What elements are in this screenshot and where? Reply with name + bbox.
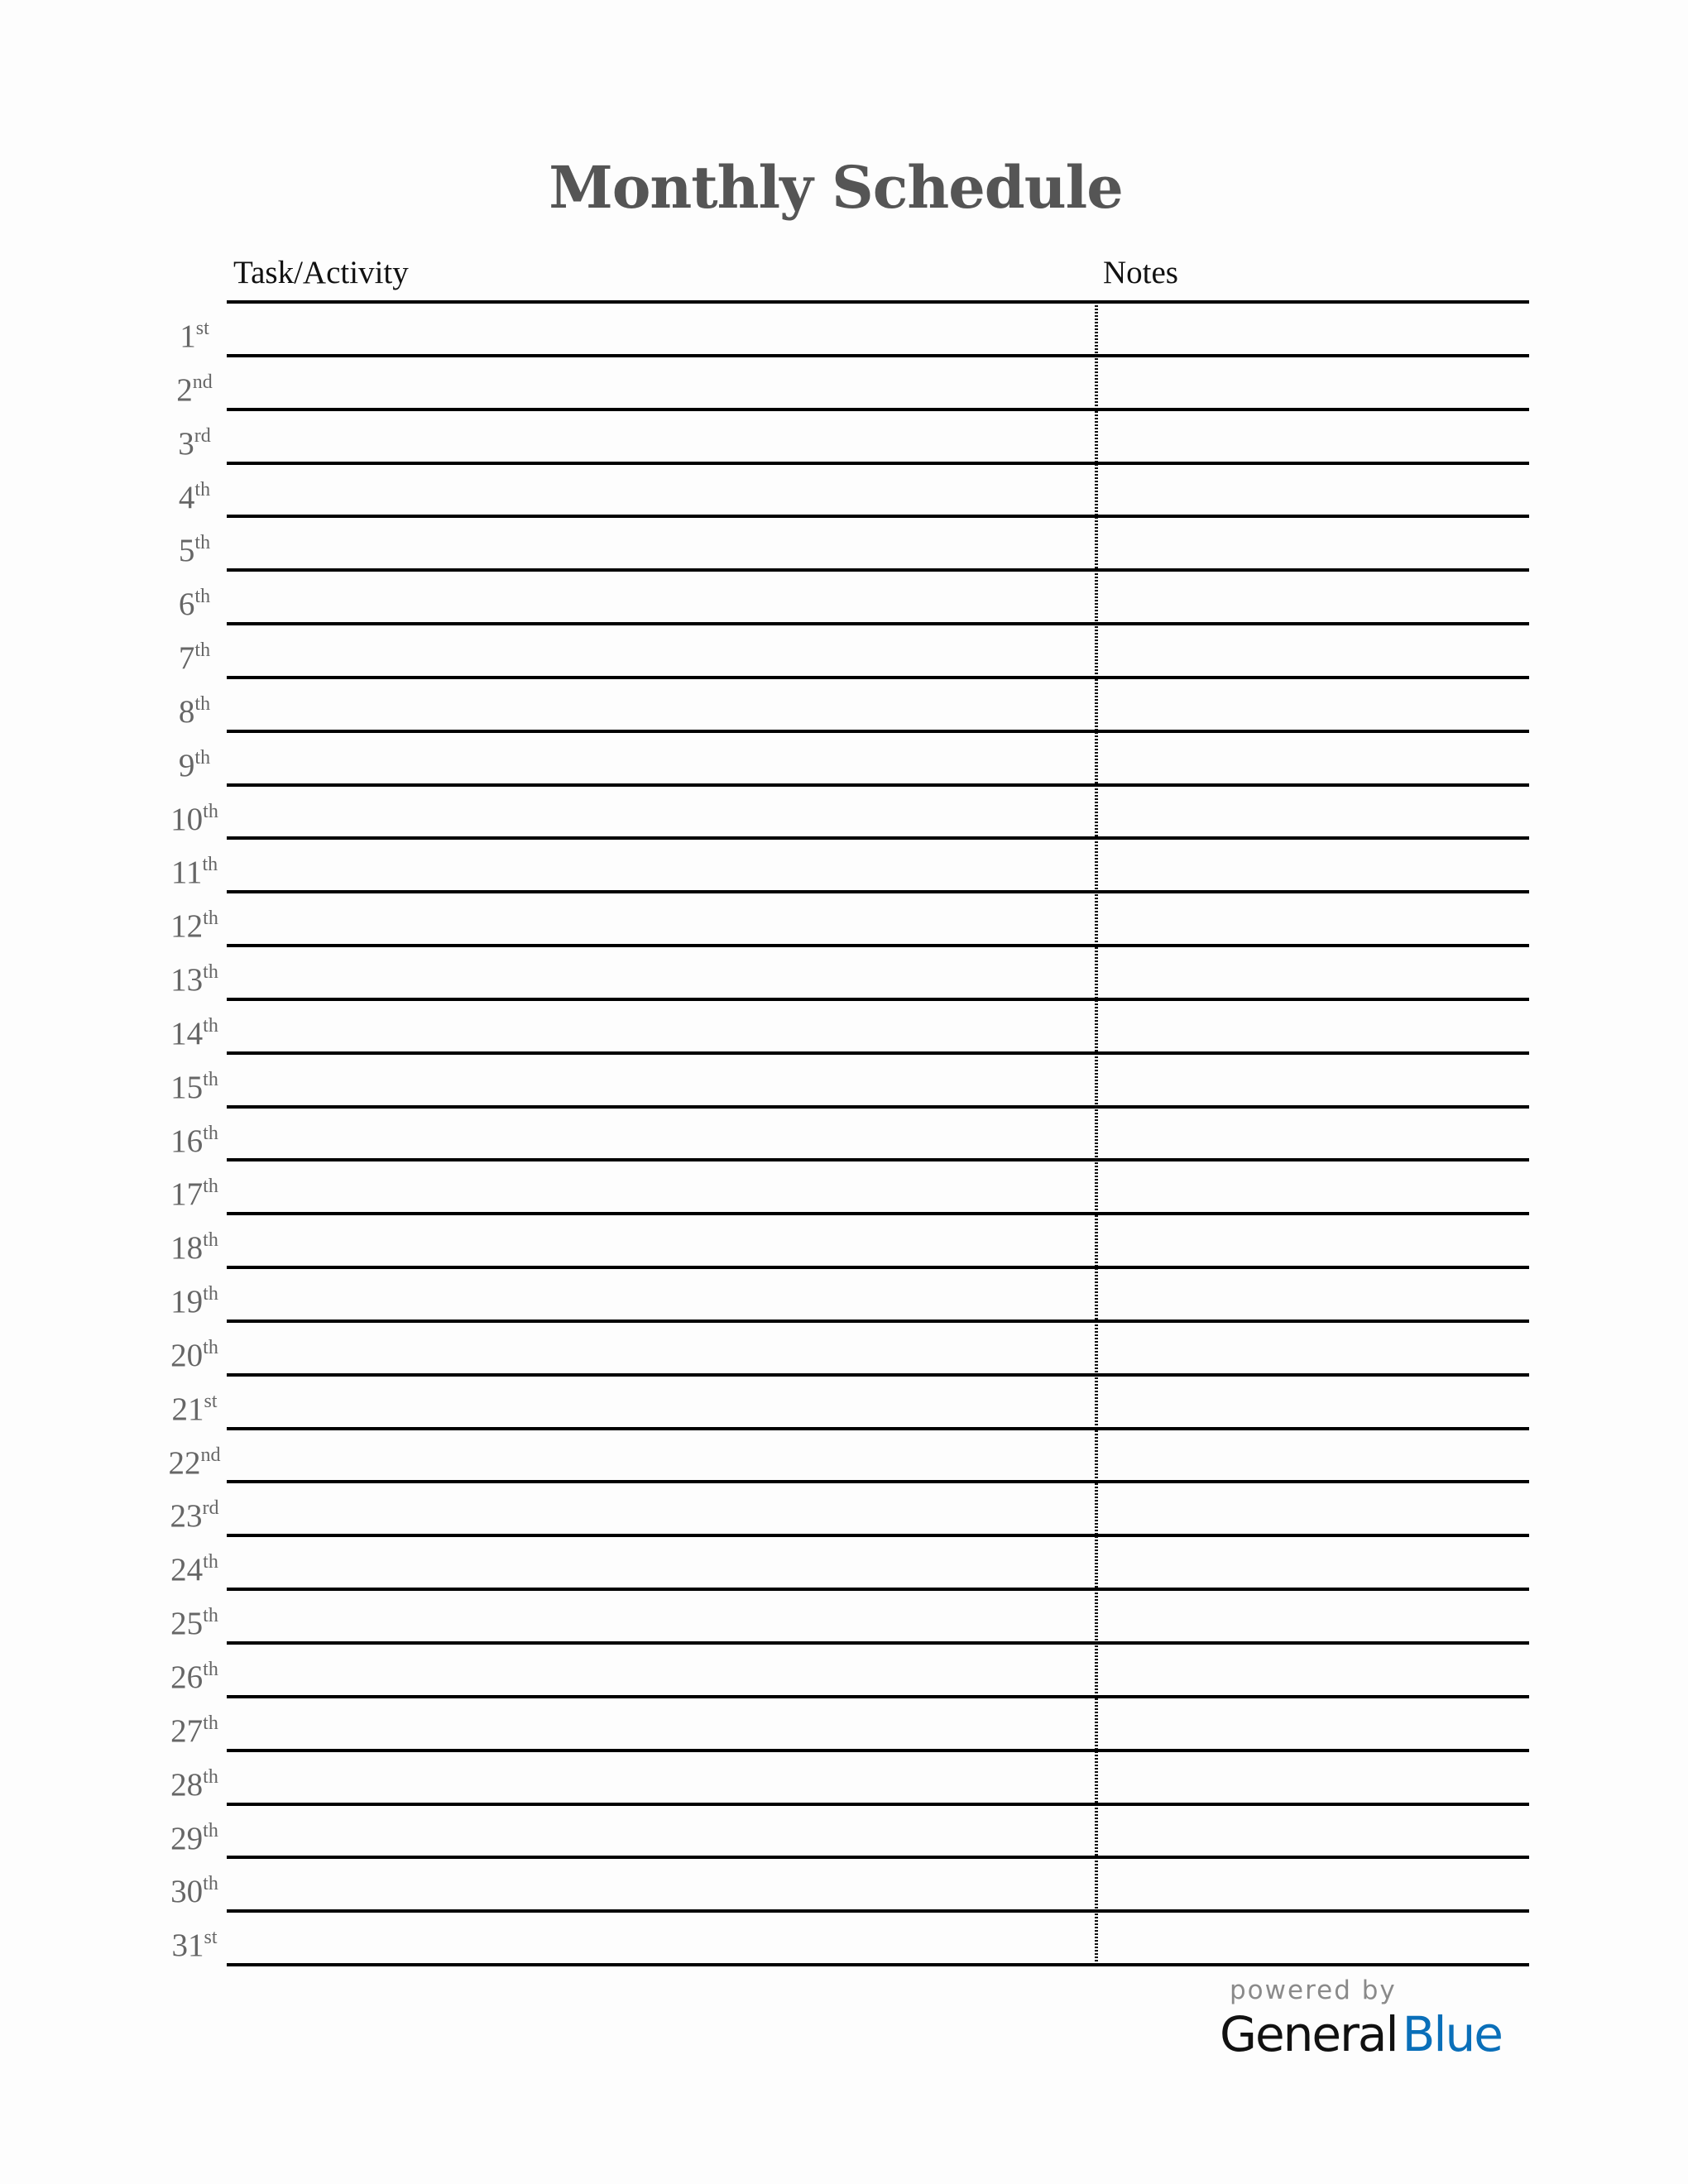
day-suffix: th <box>194 586 211 608</box>
day-suffix: th <box>203 1068 218 1090</box>
day-suffix: th <box>202 854 218 876</box>
schedule-row <box>227 1373 1529 1427</box>
day-suffix: th <box>203 800 218 822</box>
task-cell[interactable] <box>227 840 1095 889</box>
schedule-row <box>227 462 1529 515</box>
day-suffix: th <box>203 1122 218 1144</box>
notes-cell[interactable] <box>1098 1806 1529 1856</box>
notes-cell[interactable] <box>1098 625 1529 675</box>
day-number: 22 <box>168 1444 201 1481</box>
notes-cell[interactable] <box>1098 733 1529 783</box>
schedule-row <box>227 1480 1529 1534</box>
task-cell[interactable] <box>227 625 1095 675</box>
schedule-row <box>227 1105 1529 1159</box>
task-cell[interactable] <box>227 787 1095 836</box>
task-cell[interactable] <box>227 1323 1095 1372</box>
schedule-row <box>227 354 1529 408</box>
schedule-row <box>227 515 1529 568</box>
notes-cell[interactable] <box>1098 1055 1529 1104</box>
task-cell[interactable] <box>227 1109 1095 1158</box>
column-header-task: Task/Activity <box>233 255 409 290</box>
schedule-row <box>227 300 1529 354</box>
task-cell[interactable] <box>227 304 1095 353</box>
notes-cell[interactable] <box>1098 465 1529 515</box>
day-number: 9 <box>178 747 195 783</box>
day-suffix: st <box>195 318 209 339</box>
day-number: 6 <box>178 587 195 623</box>
day-suffix: rd <box>202 1497 219 1520</box>
notes-cell[interactable] <box>1098 518 1529 568</box>
day-suffix: th <box>203 1283 218 1305</box>
notes-cell[interactable] <box>1098 357 1529 407</box>
schedule-row <box>227 1588 1529 1641</box>
schedule-row <box>227 1320 1529 1373</box>
day-number: 1 <box>180 318 196 354</box>
task-cell[interactable] <box>227 1591 1095 1640</box>
task-cell[interactable] <box>227 893 1095 943</box>
schedule-row <box>227 783 1529 837</box>
notes-cell[interactable] <box>1098 1752 1529 1802</box>
schedule-row <box>227 1641 1529 1695</box>
task-cell[interactable] <box>227 1537 1095 1587</box>
day-number: 27 <box>170 1712 204 1749</box>
day-suffix: th <box>203 1765 218 1788</box>
day-suffix: nd <box>192 371 213 393</box>
day-number: 18 <box>170 1230 204 1267</box>
task-cell[interactable] <box>227 1430 1095 1480</box>
notes-cell[interactable] <box>1098 840 1529 889</box>
task-cell[interactable] <box>227 1483 1095 1533</box>
day-number: 21 <box>171 1391 204 1427</box>
notes-cell[interactable] <box>1098 893 1529 943</box>
day-number: 2 <box>176 371 193 408</box>
day-number: 26 <box>170 1660 204 1695</box>
notes-cell[interactable] <box>1098 1161 1529 1211</box>
day-suffix: nd <box>200 1444 221 1466</box>
notes-cell[interactable] <box>1098 411 1529 461</box>
schedule-row <box>227 1856 1529 1909</box>
day-suffix: th <box>203 1176 218 1198</box>
task-cell[interactable] <box>227 1806 1095 1856</box>
day-suffix: th <box>203 961 218 984</box>
day-suffix: th <box>203 1551 218 1573</box>
day-suffix: th <box>203 1712 218 1734</box>
day-number: 15 <box>170 1069 204 1105</box>
column-header-notes: Notes <box>1103 255 1178 290</box>
task-cell[interactable] <box>227 1269 1095 1319</box>
notes-cell[interactable] <box>1098 1698 1529 1748</box>
day-number: 20 <box>170 1337 204 1373</box>
notes-cell[interactable] <box>1098 304 1529 353</box>
day-number: 28 <box>170 1766 204 1803</box>
day-number: 12 <box>170 908 204 945</box>
day-suffix: th <box>203 1229 218 1252</box>
day-number: 10 <box>170 801 204 837</box>
day-suffix: th <box>203 1819 218 1842</box>
notes-cell[interactable] <box>1098 787 1529 836</box>
brand-blue: Blue <box>1402 2006 1502 2062</box>
schedule-row <box>227 1427 1529 1481</box>
notes-cell[interactable] <box>1098 1269 1529 1319</box>
task-cell[interactable] <box>227 1913 1095 1962</box>
day-number: 11 <box>170 855 203 891</box>
day-suffix: th <box>194 692 211 715</box>
day-number: 31 <box>171 1928 204 1964</box>
schedule-row <box>227 1051 1529 1105</box>
notes-cell[interactable] <box>1098 1323 1529 1372</box>
task-cell[interactable] <box>227 1645 1095 1694</box>
task-cell[interactable] <box>227 357 1095 407</box>
day-suffix: th <box>203 1659 218 1680</box>
day-suffix: th <box>203 1014 218 1037</box>
day-suffix: th <box>203 1605 218 1627</box>
notes-cell[interactable] <box>1098 1215 1529 1265</box>
schedule-row <box>227 836 1529 890</box>
notes-cell[interactable] <box>1098 947 1529 997</box>
task-cell[interactable] <box>227 1752 1095 1802</box>
notes-cell[interactable] <box>1098 1109 1529 1158</box>
schedule-row <box>227 1909 1529 1963</box>
task-cell[interactable] <box>227 572 1095 621</box>
day-number: 23 <box>170 1498 203 1535</box>
notes-cell[interactable] <box>1098 1483 1529 1533</box>
task-cell[interactable] <box>227 1215 1095 1265</box>
day-number: 19 <box>170 1284 204 1320</box>
schedule-row <box>227 944 1529 998</box>
notes-cell[interactable] <box>1098 1430 1529 1480</box>
day-suffix: th <box>194 639 211 662</box>
notes-cell[interactable] <box>1098 679 1529 729</box>
task-cell[interactable] <box>227 1859 1095 1909</box>
schedule-row <box>227 1212 1529 1266</box>
task-cell[interactable] <box>227 1698 1095 1748</box>
day-suffix: th <box>203 908 218 930</box>
day-number: 29 <box>170 1820 204 1856</box>
day-number: 13 <box>170 962 204 999</box>
task-cell[interactable] <box>227 465 1095 515</box>
schedule-row <box>227 998 1529 1051</box>
task-cell[interactable] <box>227 679 1095 729</box>
notes-cell[interactable] <box>1098 1859 1529 1909</box>
task-cell[interactable] <box>227 1161 1095 1211</box>
schedule-row <box>227 1266 1529 1320</box>
day-number: 30 <box>170 1874 204 1910</box>
notes-cell[interactable] <box>1098 1645 1529 1694</box>
brand-general: General <box>1220 2006 1398 2062</box>
schedule-row <box>227 1695 1529 1749</box>
notes-cell[interactable] <box>1098 1913 1529 1962</box>
schedule-row <box>227 408 1529 462</box>
day-suffix: th <box>194 478 211 500</box>
day-number: 4 <box>178 479 195 515</box>
schedule-row <box>227 1803 1529 1856</box>
brand-logo <box>1220 2005 1502 2063</box>
schedule-row <box>227 676 1529 730</box>
day-suffix: st <box>204 1927 218 1949</box>
day-number: 7 <box>178 640 195 677</box>
task-cell[interactable] <box>227 411 1095 461</box>
schedule-row <box>227 730 1529 783</box>
notes-cell[interactable] <box>1098 1591 1529 1640</box>
day-number: 17 <box>170 1176 204 1213</box>
task-cell[interactable] <box>227 733 1095 783</box>
row-rule <box>227 1963 1529 1966</box>
notes-cell[interactable] <box>1098 1001 1529 1051</box>
day-number: 24 <box>170 1552 204 1588</box>
day-number: 14 <box>170 1015 204 1051</box>
powered-by-text: powered by <box>1230 1976 1397 2005</box>
day-number: 25 <box>170 1606 204 1642</box>
day-suffix: th <box>194 746 211 769</box>
day-number: 16 <box>170 1123 204 1159</box>
page-title: Monthly Schedule <box>549 153 1123 222</box>
day-number: 5 <box>178 533 195 569</box>
notes-cell[interactable] <box>1098 1537 1529 1587</box>
day-number: 3 <box>178 425 194 462</box>
day-suffix: rd <box>194 424 211 447</box>
task-cell[interactable] <box>227 947 1095 997</box>
schedule-row <box>227 568 1529 622</box>
task-cell[interactable] <box>227 518 1095 568</box>
schedule-row <box>227 890 1529 944</box>
schedule-row <box>227 622 1529 676</box>
day-suffix: th <box>203 1873 218 1895</box>
schedule-row <box>227 1749 1529 1803</box>
notes-cell[interactable] <box>1098 1377 1529 1426</box>
task-cell[interactable] <box>227 1001 1095 1051</box>
day-suffix: th <box>194 532 211 554</box>
day-suffix: st <box>204 1390 218 1412</box>
task-cell[interactable] <box>227 1055 1095 1104</box>
day-suffix: th <box>203 1336 218 1358</box>
day-number: 8 <box>178 693 195 730</box>
notes-cell[interactable] <box>1098 572 1529 621</box>
schedule-row <box>227 1534 1529 1588</box>
schedule-row <box>227 1158 1529 1212</box>
task-cell[interactable] <box>227 1377 1095 1426</box>
